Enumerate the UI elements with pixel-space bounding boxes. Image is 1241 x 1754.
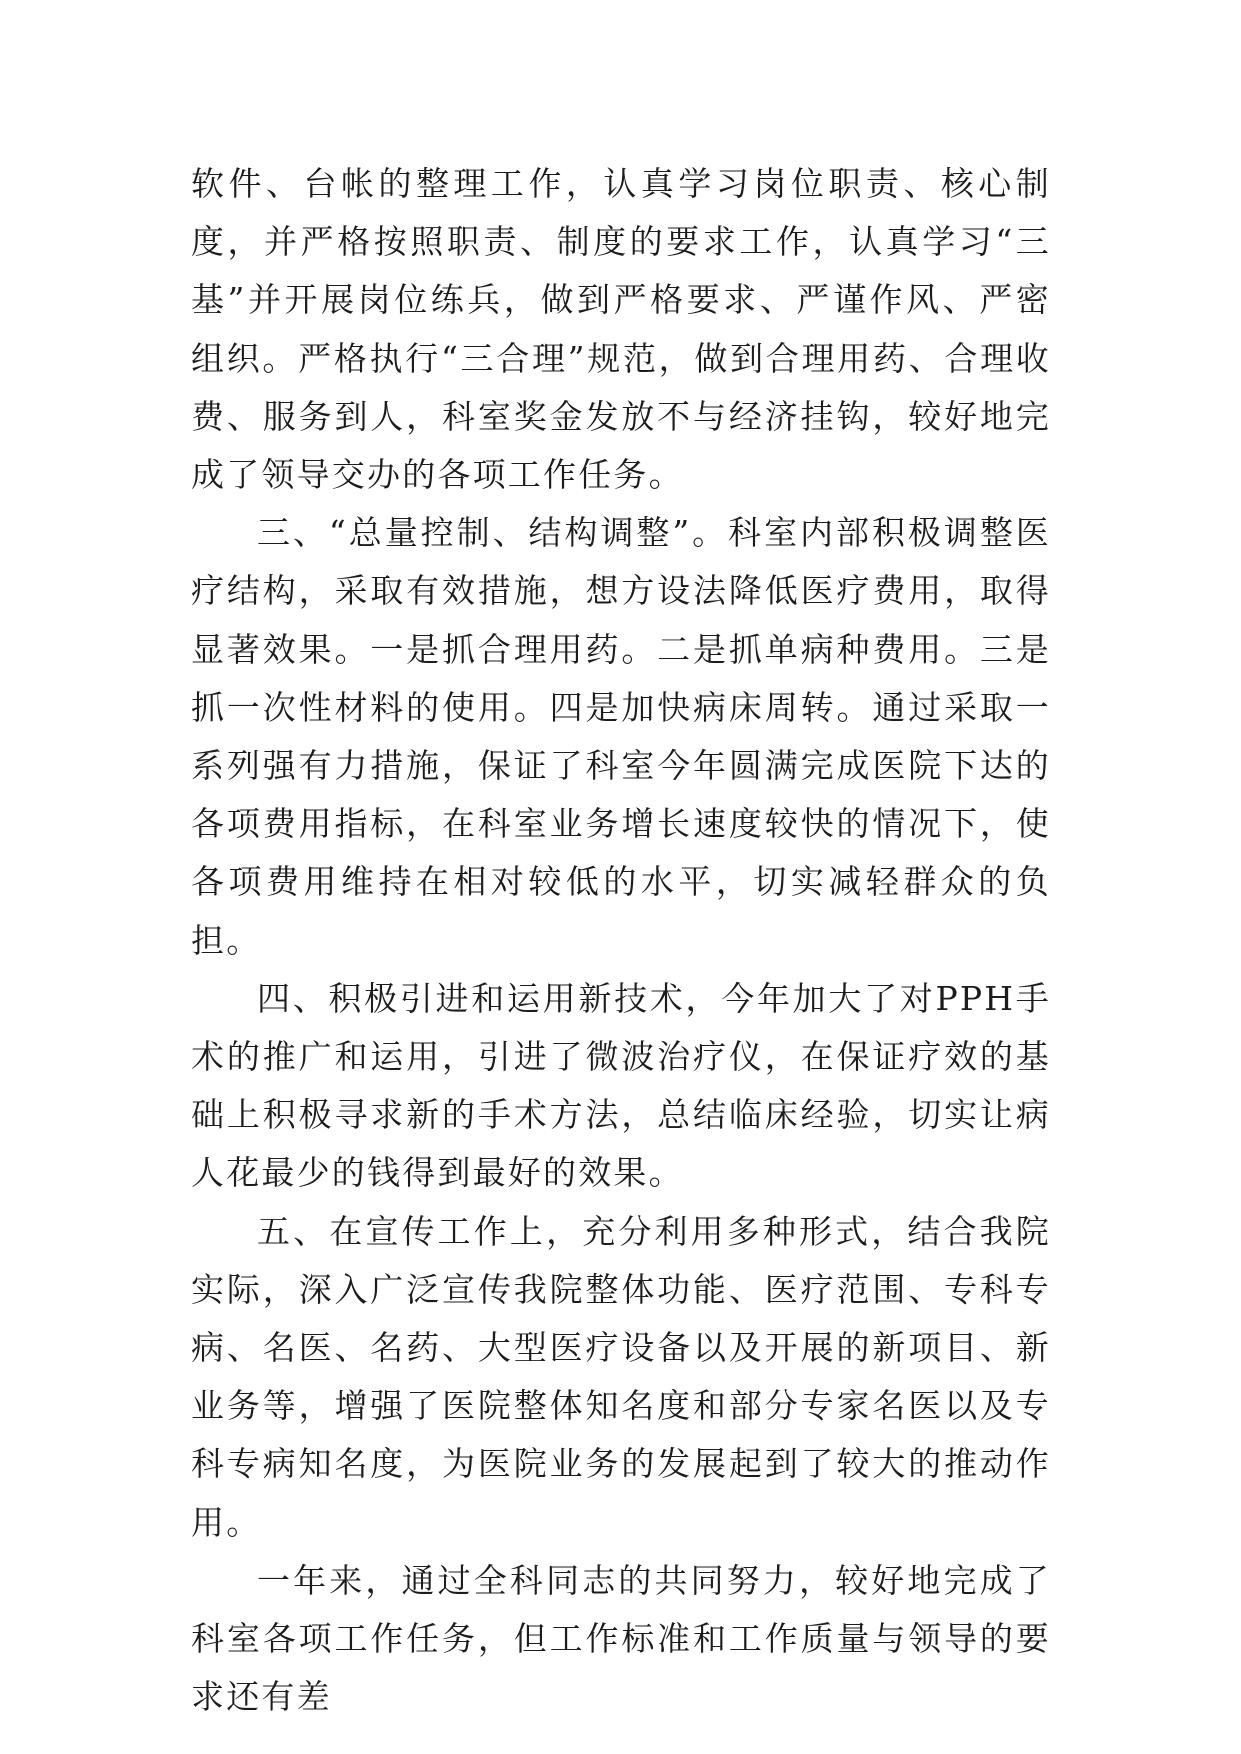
paragraph-section-four: 四、积极引进和运用新技术，今年加大了对PPH手术的推广和运用，引进了微波治疗仪，在保证疗效的基础上积极寻求新的手术方法，总结临床经验，切实让病人花最少的钱得到最好的效果。	[191, 978, 1051, 1193]
document-body	[191, 155, 1051, 1726]
paragraph-summary: 一年来，通过全科同志的共同努力，较好地完成了科室各项工作任务，但工作标准和工作质量与领导的要求还有差	[191, 1560, 1051, 1717]
paragraph-section-five: 五、在宣传工作上，充分利用多种形式，结合我院实际，深入广泛宣传我院整体功能、医疗范围、专科专病、名医、名药、大型医疗设备以及开展的新项目、新业务等，增强了医院整体知名度和部分专家名医以及专科专病知名度，为医院业务的发展起到了较大的推动作用。	[191, 1211, 1051, 1542]
paragraph-continuation: 软件、台帐的整理工作，认真学习岗位职责、核心制度，并严格按照职责、制度的要求工作，认真学习“三基”并开展岗位练兵，做到严格要求、严谨作风、严密组织。严格执行“三合理”规范，做到合理用药、合理收费、服务到人，科室奖金发放不与经济挂钩，较好地完成了领导交办的各项工作任务。	[191, 164, 1051, 495]
paragraph-section-three: 三、“总量控制、结构调整”。科室内部积极调整医疗结构，采取有效措施，想方设法降低医疗费用，取得显著效果。一是抓合理用药。二是抓单病种费用。三是抓一次性材料的使用。四是加快病床周转。通过采取一系列强有力措施，保证了科室今年圆满完成医院下达的各项费用指标，在科室业务增长速度较快的情况下，使各项费用维持在相对较低的水平，切实减轻群众的负担。	[191, 513, 1051, 960]
